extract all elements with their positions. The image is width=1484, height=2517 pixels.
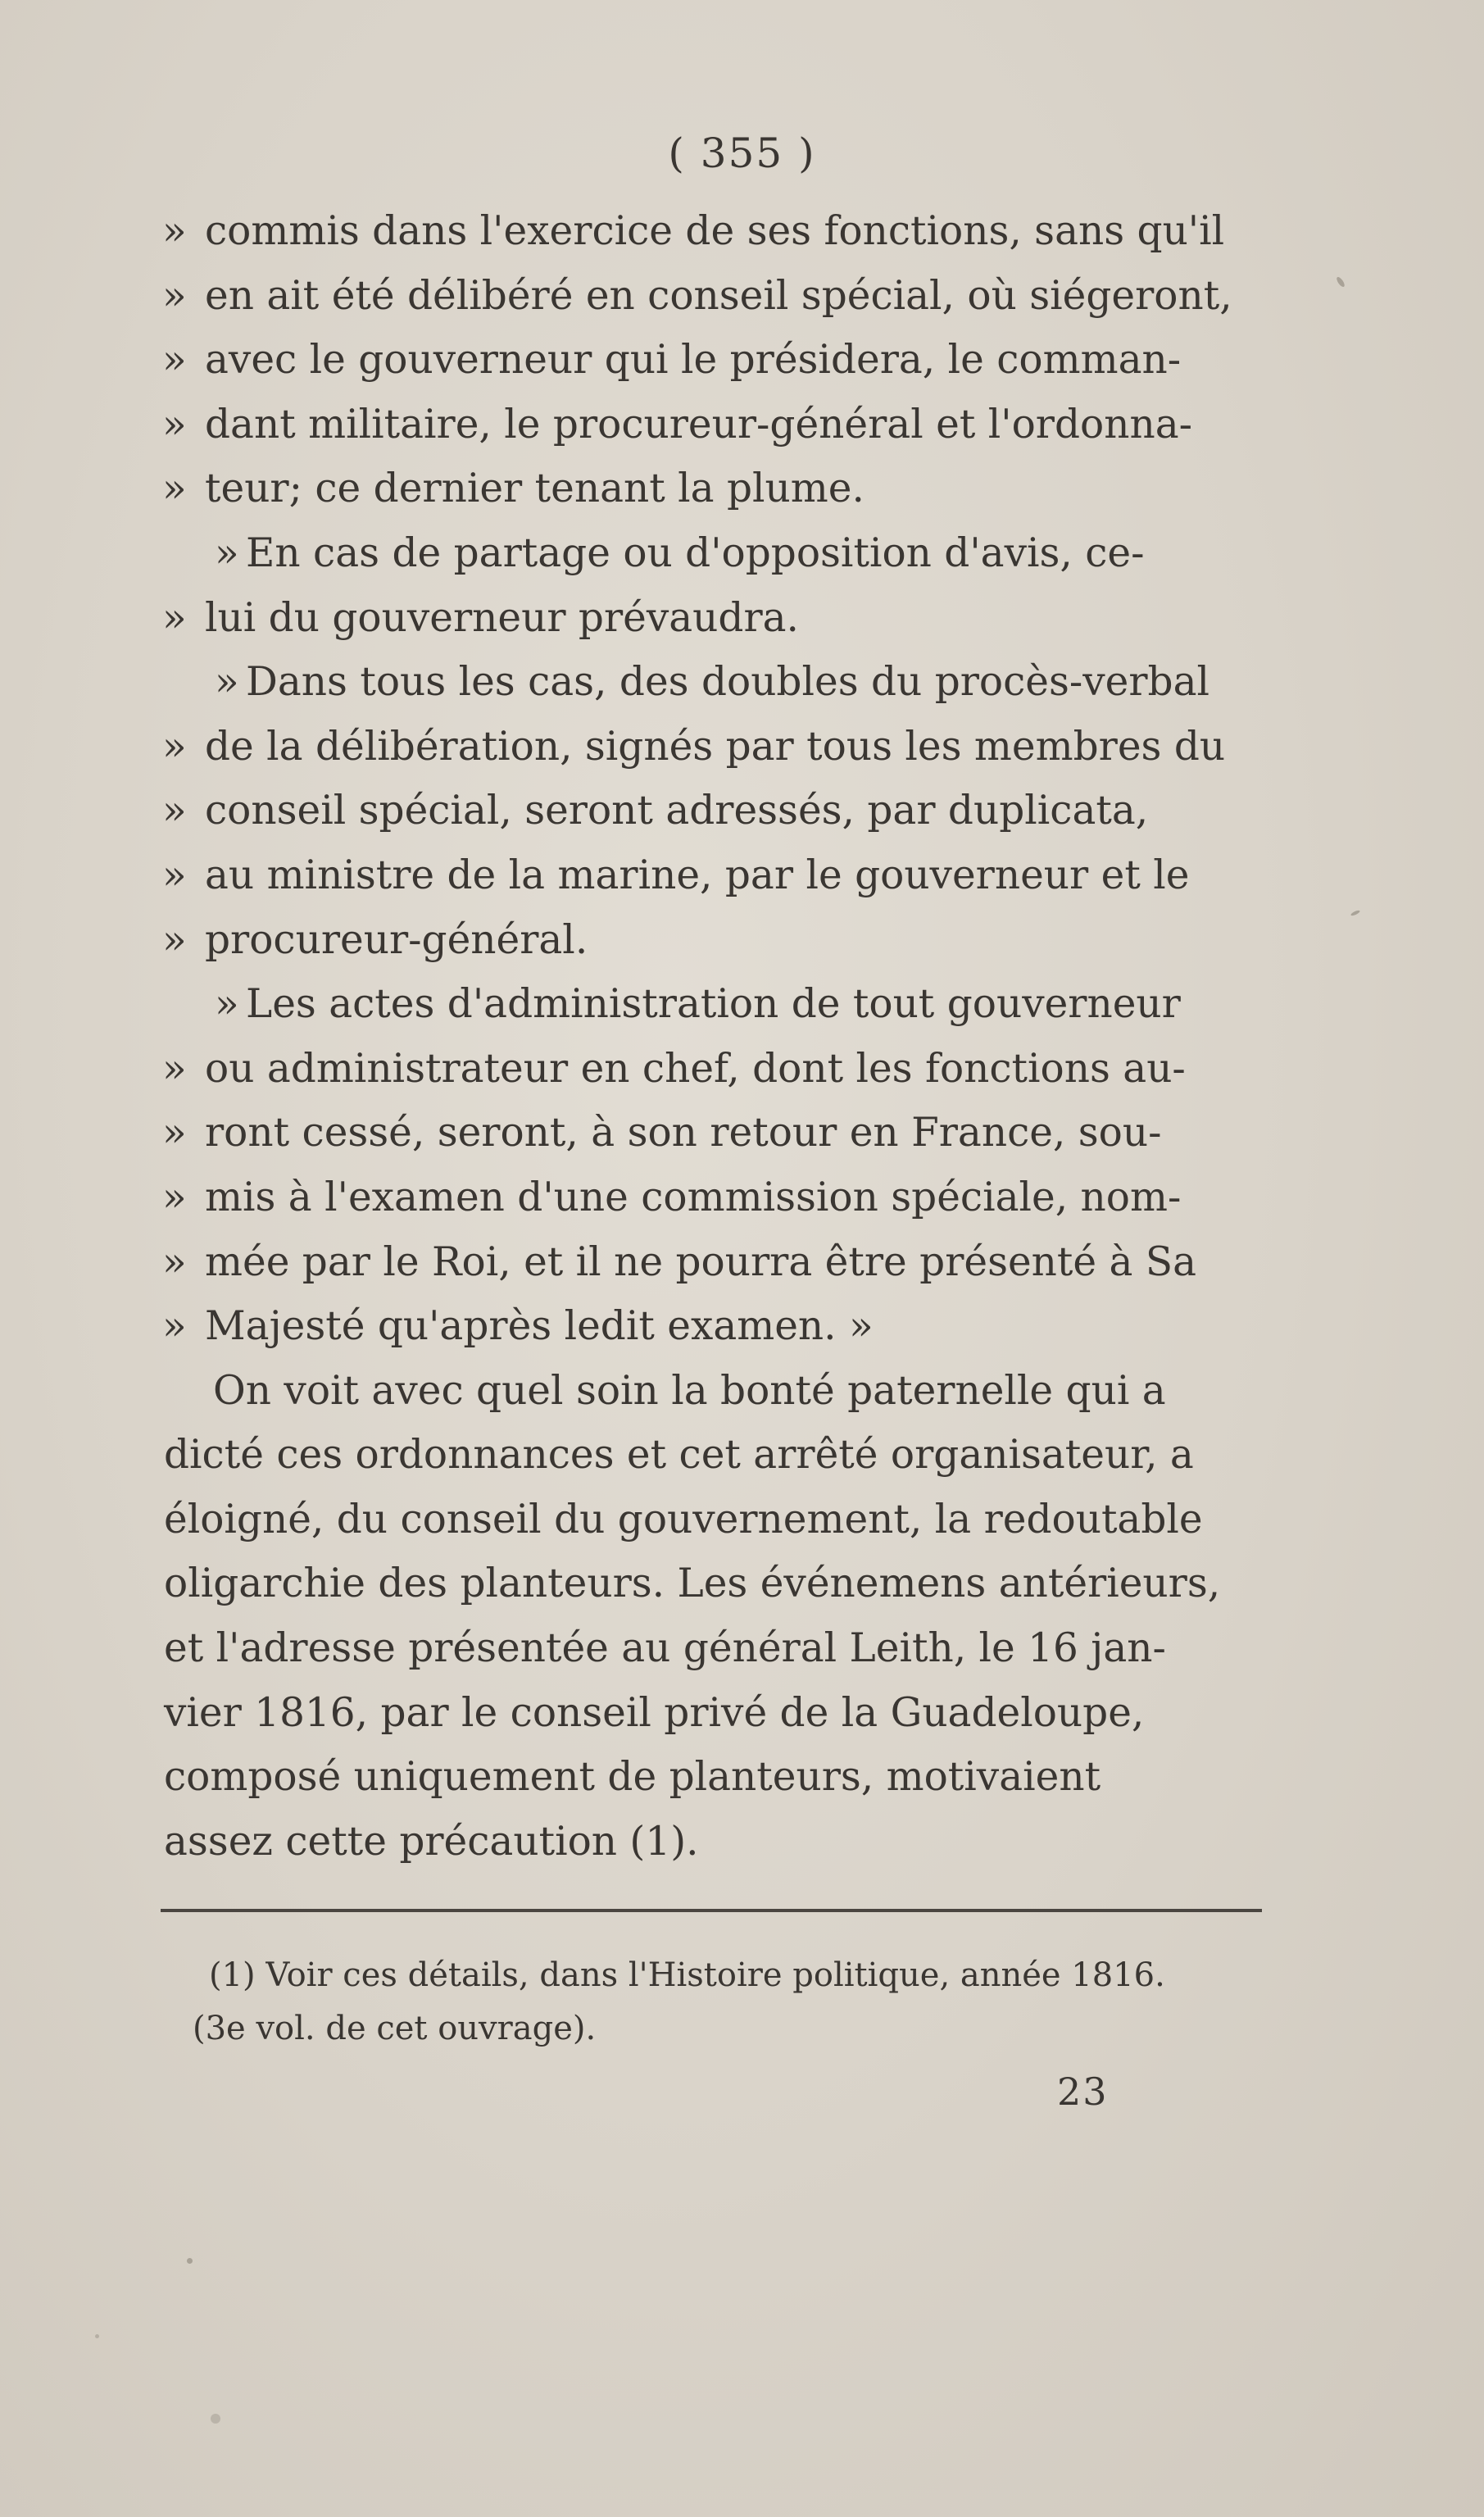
line-text: En cas de partage ou d'opposition d'avis, ce-: [246, 529, 1145, 576]
line-text: commis dans l'exercice de ses fonctions, sans qu'il: [205, 208, 1225, 254]
line-text: mis à l'examen d'une commission spéciale, nom-: [205, 1174, 1182, 1220]
footnote-line: (1) Voir ces détails, dans l'Histoire politique, année 1816.: [209, 1956, 1165, 1994]
text-line: [164, 199, 1282, 264]
page-number: ( 355 ): [668, 129, 816, 177]
quote-mark: »: [162, 788, 187, 834]
line-text: lui du gouverneur prévaudra.: [205, 594, 799, 641]
text-line: [164, 457, 1282, 521]
text-line: composé uniquement de planteurs, motivaient: [164, 1754, 1101, 1801]
line-text: en ait été délibéré en conseil spécial, où siégeront,: [205, 272, 1232, 319]
paper-speck: [1350, 910, 1361, 917]
text-line: [164, 521, 1282, 586]
paper-speck: [95, 2334, 99, 2338]
quote-mark: »: [162, 337, 187, 384]
text-line: [164, 1037, 1282, 1102]
text-line: [164, 1230, 1282, 1295]
quote-mark: »: [162, 1174, 187, 1220]
quote-mark: »: [162, 1238, 187, 1285]
quote-mark: »: [162, 466, 187, 512]
text-line: [164, 908, 1282, 973]
line-text: au ministre de la marine, par le gouverneur et le: [205, 852, 1190, 898]
text-line: [164, 972, 1282, 1037]
paper-speck: [211, 2414, 220, 2424]
quote-mark: »: [162, 208, 187, 254]
line-text: ront cessé, seront, à son retour en France, sou-: [205, 1110, 1162, 1156]
text-line: oligarchie des planteurs. Les événemens antérieurs,: [164, 1561, 1221, 1607]
body-text: [164, 199, 1282, 1874]
text-line: [164, 264, 1282, 329]
text-line: [164, 393, 1282, 457]
quote-mark: »: [215, 659, 239, 706]
paper-speck: [187, 2258, 193, 2264]
text-line: éloigné, du conseil du gouvernement, la redoutable: [164, 1496, 1203, 1542]
text-line: et l'adresse présentée au général Leith, le 16 jan-: [164, 1625, 1166, 1672]
text-line: [164, 586, 1282, 651]
line-text: de la délibération, signés par tous les membres du: [205, 723, 1226, 770]
quote-mark: »: [162, 272, 187, 319]
quote-mark: »: [162, 1303, 187, 1350]
quote-mark: »: [162, 594, 187, 641]
quote-mark: »: [215, 529, 239, 576]
line-text: Majesté qu'après ledit examen. »: [205, 1303, 874, 1350]
text-line: On voit avec quel soin la bonté paternelle qui a: [213, 1367, 1166, 1414]
line-text: avec le gouverneur qui le présidera, le comman-: [205, 337, 1182, 384]
quote-mark: »: [162, 723, 187, 770]
footnote: [193, 1949, 1270, 2056]
footnote-line: (3e vol. de cet ouvrage).: [193, 2010, 597, 2047]
line-text: Dans tous les cas, des doubles du procès-verbal: [246, 659, 1210, 706]
line-text: conseil spécial, seront adressés, par duplicata,: [205, 788, 1149, 834]
text-line: [164, 715, 1282, 779]
quote-mark: »: [162, 401, 187, 448]
quote-mark: »: [215, 981, 239, 1028]
text-line: [164, 1165, 1282, 1230]
quote-mark: »: [162, 852, 187, 898]
text-line: [164, 650, 1282, 715]
line-text: dant militaire, le procureur-général et l'ordonna-: [205, 401, 1192, 448]
text-line: [164, 328, 1282, 393]
quote-mark: »: [162, 916, 187, 963]
line-text: teur; ce dernier tenant la plume.: [205, 466, 865, 512]
line-text: mée par le Roi, et il ne pourra être présenté à Sa: [205, 1238, 1196, 1285]
text-line: [164, 779, 1282, 843]
signature-mark: 23: [1057, 2069, 1109, 2114]
line-text: Les actes d'administration de tout gouverneur: [246, 981, 1181, 1028]
quote-mark: »: [162, 1110, 187, 1156]
footnote-rule: [161, 1909, 1262, 1912]
quote-mark: »: [162, 1045, 187, 1092]
text-line: vier 1816, par le conseil privé de la Guadeloupe,: [164, 1689, 1145, 1736]
text-line: dicté ces ordonnances et cet arrêté organisateur, a: [164, 1432, 1194, 1479]
text-line: [164, 1101, 1282, 1165]
text-line: [164, 1294, 1282, 1359]
text-line: [164, 843, 1282, 908]
line-text: procureur-général.: [205, 916, 588, 963]
text-line: assez cette précaution (1).: [164, 1818, 699, 1865]
paper-speck: [1336, 276, 1346, 289]
line-text: ou administrateur en chef, dont les fonctions au-: [205, 1045, 1186, 1092]
